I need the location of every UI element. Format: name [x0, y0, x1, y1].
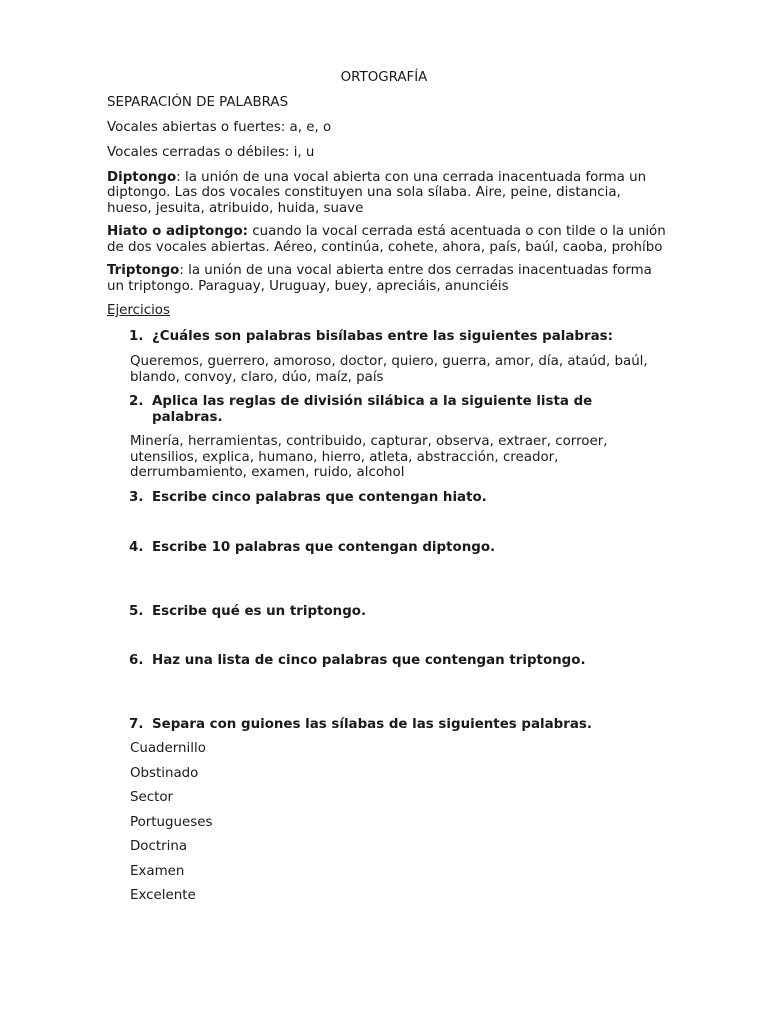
- exercise-1-words: Queremos, guerrero, amoroso, doctor, quiero, guerra, amor, día, ataúd, baúl, blando, convoy, claro, dúo, maíz, país: [130, 354, 648, 385]
- exercises-heading: Ejercicios: [107, 303, 170, 318]
- exercise-6-number: 6.: [129, 653, 144, 668]
- exercise-3-number: 3.: [129, 489, 144, 505]
- hiato-definition: [107, 224, 667, 255]
- exercise-3: [107, 490, 667, 506]
- exercise-1-number: 1.: [129, 328, 144, 344]
- exercise-7-word: Doctrina: [130, 839, 188, 854]
- exercise-6-text: Haz una lista de cinco palabras que contengan triptongo.: [152, 653, 586, 668]
- vowels-closed: Vocales cerradas o débiles: i, u: [107, 145, 315, 160]
- exercise-7-word: Examen: [130, 863, 185, 879]
- exercise-2-words: Minería, herramientas, contribuido, capturar, observa, extraer, corroer, utensilios, explica, humano, hierro, atleta, abstracción, creador, derrumbamiento, examen, ruido, alcohol: [130, 434, 608, 480]
- diptongo-term: Diptongo: [107, 169, 177, 185]
- exercise-4: [107, 540, 667, 556]
- hiato-text: cuando la vocal cerrada está acentuada o con tilde o la unión de dos vocales abiertas. Aéreo, continúa, cohete, ahora, país, baúl, caoba, prohíbo: [107, 224, 666, 255]
- exercise-5-text: Escribe qué es un triptongo.: [152, 603, 367, 619]
- exercise-7-word: Sector: [130, 790, 174, 805]
- diptongo-text: : la unión de una vocal abierta con una cerrada inacentuada forma un diptongo. Las dos vocales constituyen una sola sílaba. Aire, peine, distancia, hueso, jesuita, atribuido, huida, suave: [107, 169, 647, 216]
- hiato-term: Hiato o adiptongo:: [107, 224, 249, 239]
- exercise-7-word: Portugueses: [130, 814, 213, 830]
- exercise-2-number: 2.: [129, 394, 144, 409]
- exercise-2: [107, 394, 667, 425]
- exercise-1: [107, 329, 667, 345]
- exercise-6: [107, 653, 667, 669]
- exercise-2-text: Aplica las reglas de división silábica a la siguiente lista de palabras.: [152, 394, 593, 425]
- triptongo-definition: [107, 263, 667, 294]
- triptongo-text: : la unión de una vocal abierta entre dos cerradas inacentuadas forma un triptongo. Paraguay, Uruguay, buey, apreciáis, anunciéis: [107, 263, 652, 294]
- vowels-open: Vocales abiertas o fuertes: a, e, o: [107, 119, 332, 135]
- diptongo-definition: [107, 170, 667, 217]
- exercise-7: [107, 717, 667, 733]
- exercise-7-word: Cuadernillo: [130, 741, 206, 756]
- exercise-5-number: 5.: [129, 603, 144, 619]
- triptongo-term: Triptongo: [107, 263, 180, 278]
- exercise-3-text: Escribe cinco palabras que contengan hiato.: [152, 489, 487, 505]
- exercise-7-word: Excelente: [130, 888, 196, 903]
- exercise-7-number: 7.: [129, 716, 144, 732]
- document-body: [107, 95, 667, 904]
- section-heading: SEPARACIÓN DE PALABRAS: [107, 95, 289, 110]
- exercise-7-text: Separa con guiones las sílabas de las siguientes palabras.: [152, 716, 592, 732]
- exercise-5: [107, 604, 667, 620]
- exercise-7-word: Obstinado: [130, 765, 199, 781]
- exercise-4-text: Escribe 10 palabras que contengan diptongo.: [152, 540, 496, 555]
- exercise-4-number: 4.: [129, 540, 144, 555]
- document-title: ORTOGRAFÍA: [340, 70, 428, 85]
- exercise-1-text: ¿Cuáles son palabras bisílabas entre las siguientes palabras:: [152, 328, 613, 344]
